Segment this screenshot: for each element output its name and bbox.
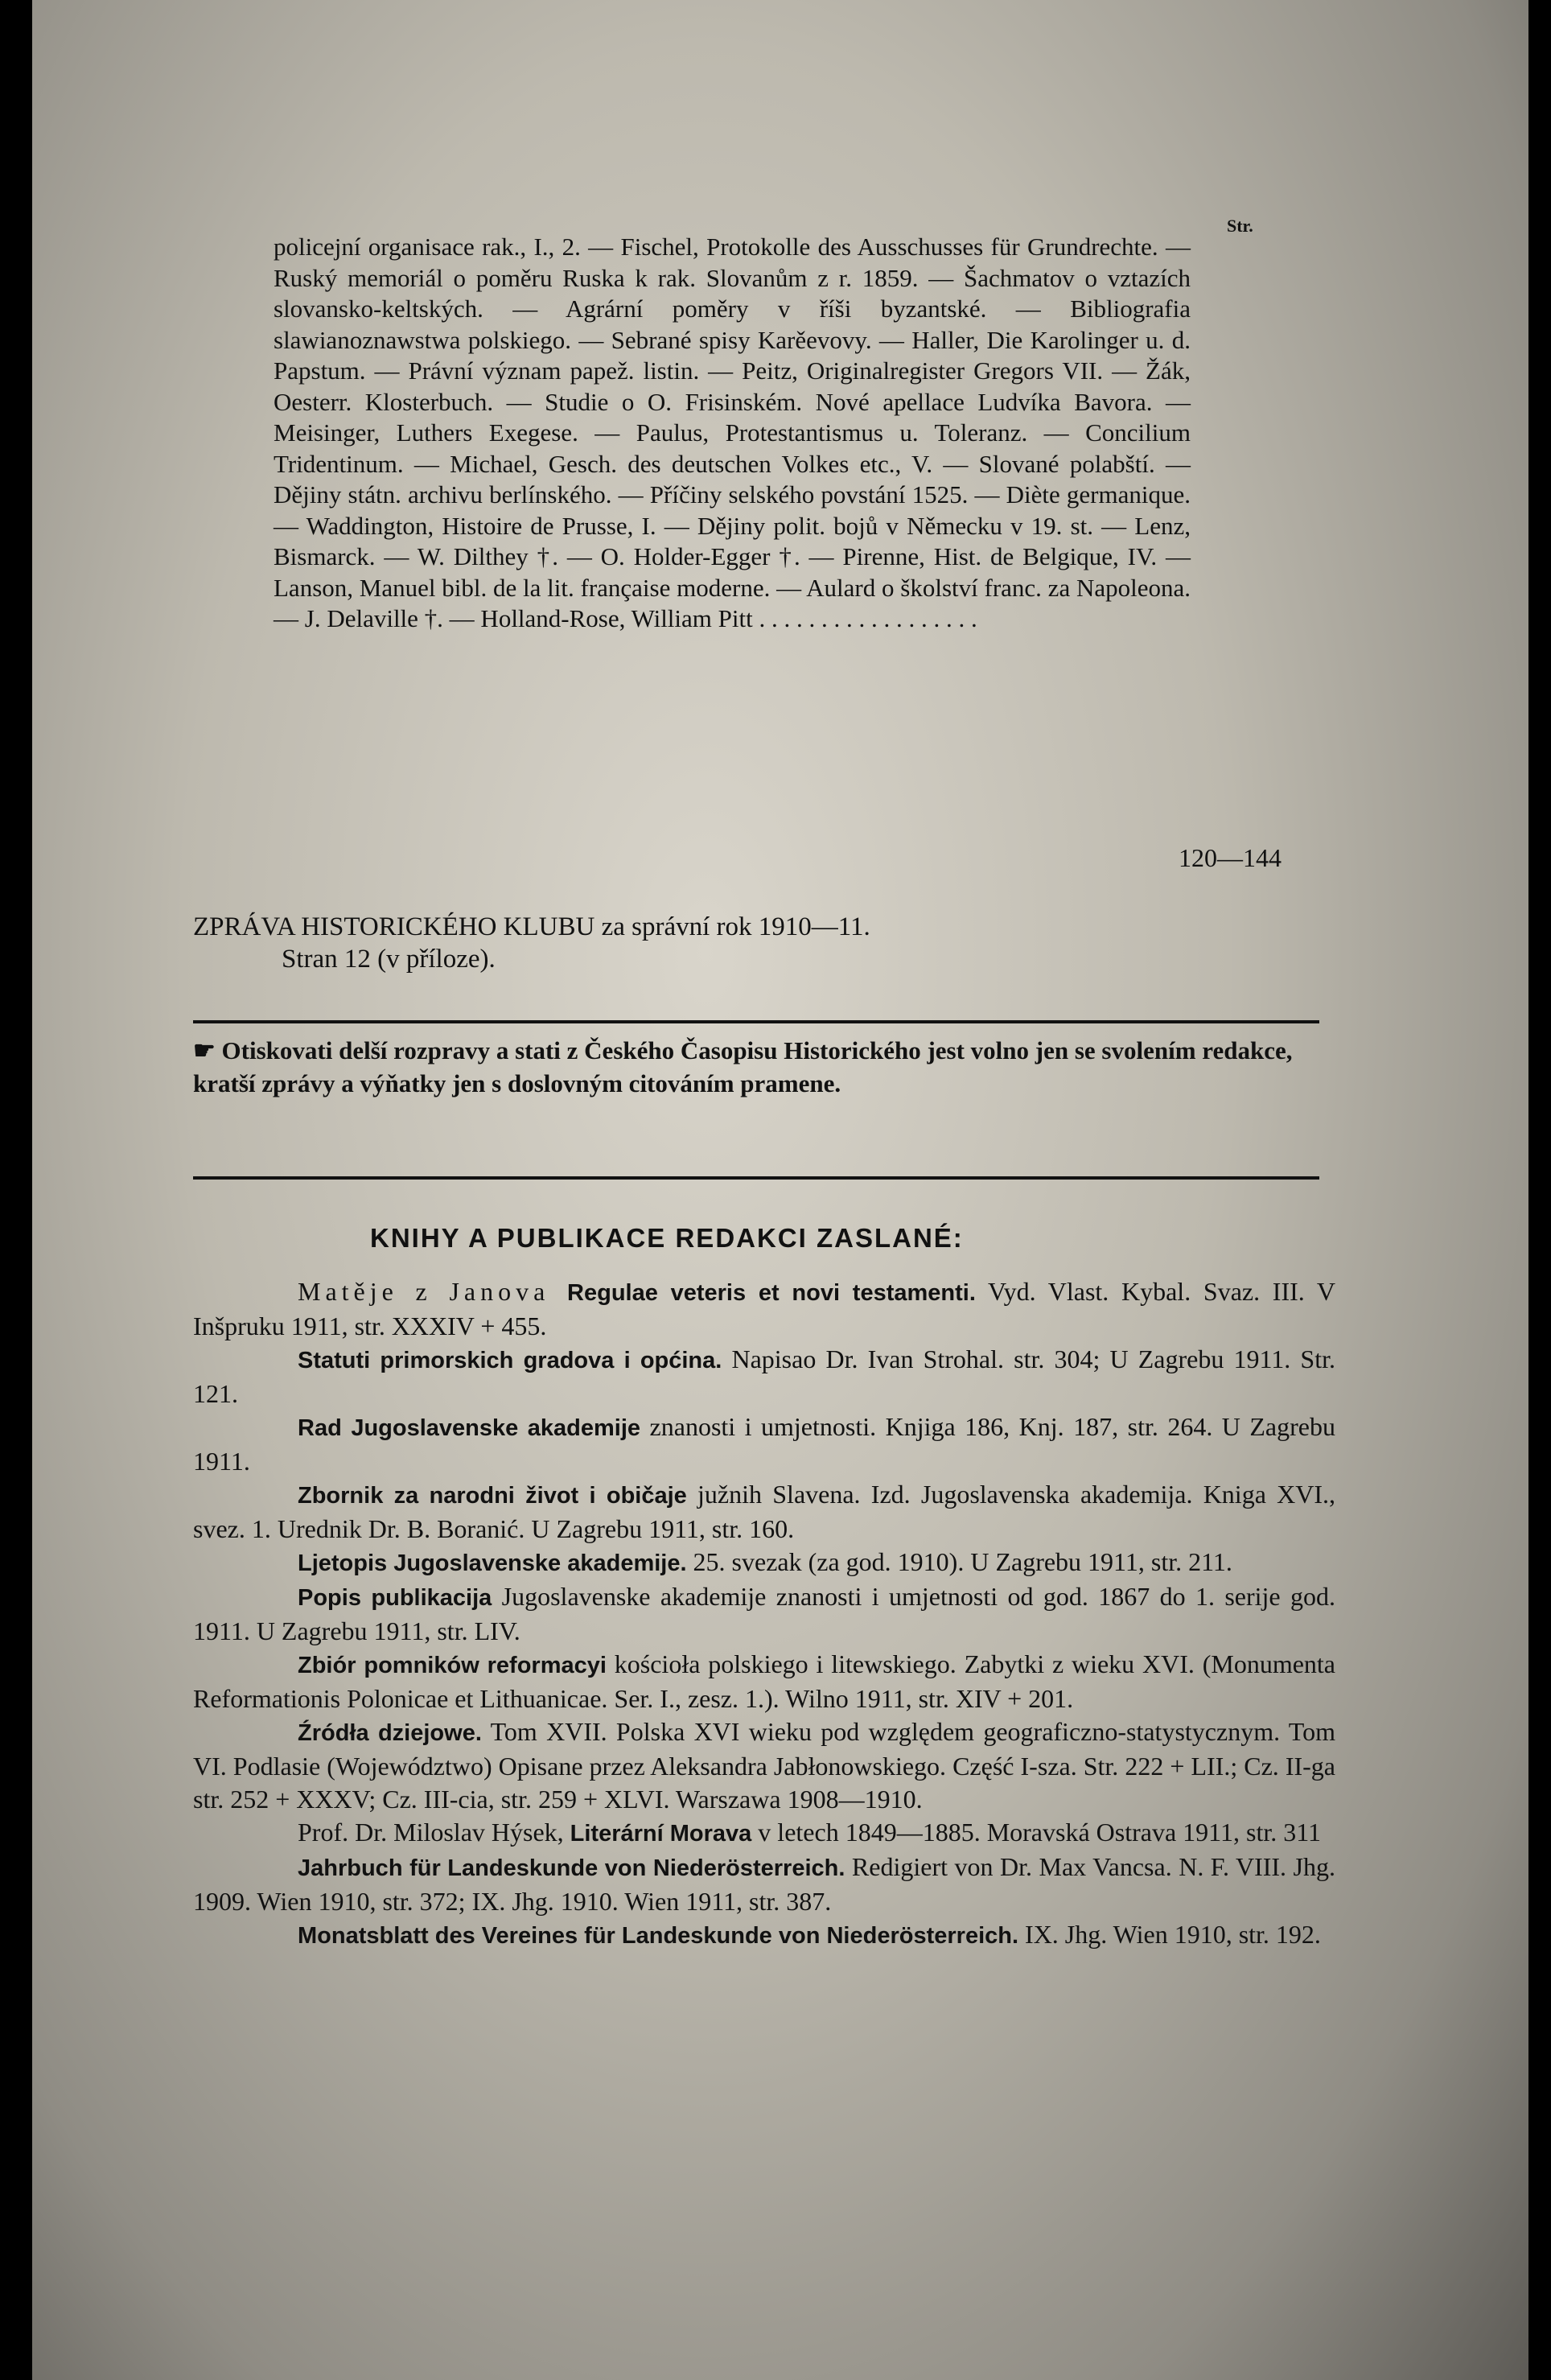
- book-title: Zbiór pomników reformacyi: [298, 1653, 607, 1678]
- rule-bottom: [193, 1176, 1319, 1180]
- book-entry: [193, 1478, 1335, 1546]
- book-entry: [193, 1410, 1335, 1478]
- book-details: IX. Jhg. Wien 1910, str. 192.: [1018, 1920, 1321, 1949]
- book-details: znanosti i umjetnosti. Knjiga 186, Knj. 187, str. 264. U Zagrebu 1911.: [193, 1412, 1335, 1476]
- books-heading: KNIHY A PUBLIKACE REDAKCI ZASLANÉ:: [370, 1223, 964, 1253]
- contents-text: policejní organisace rak., I., 2. — Fischel, Protokolle des Ausschusses für Grundrechte. — Ruský memoriál o poměru Ruska k rak. Slovanům z r. 1859. — Šachmatov o vztazích slovansko-keltských. — Agrární poměry v říši byzantské. — Bibliografia slawianoznawstwa polskiego. — Sebrané spisy Karěevovy. — Haller, Die Karolinger u. d. Papstum. — Právní význam papež. listin. — Peitz, Originalregister Gregors VII. — Žák, Oesterr. Klosterbuch. — Studie o O. Frisinském. Nové apellace Ludvíka Bavora. — Meisinger, Luthers Exegese. — Paulus, Protestantismus u. Toleranz. — Concilium Tridentinum. — Michael, Gesch. des deutschen Volkes etc., V. — Slované polabští. — Dějiny státn. archivu berlínského. — Příčiny selského povstání 1525. — Diète germanique. — Waddington, Histoire de Prusse, I. — Dějiny polit. bojů v Německu v 19. st. — Lenz, Bismarck. — W. Dilthey †. — O. Holder-Egger †. — Pirenne, Hist. de Belgique, IV. — Lanson, Manuel bibl. de la lit. française moderne. — Aulard o školství franc. za Napoleona. — J. Delaville †. — Holland-Rose, William Pitt . . . . . . . . . . . . . . . . . .: [274, 233, 1191, 632]
- page-column-label: Str.: [1227, 216, 1253, 236]
- scanned-page: [32, 0, 1528, 2380]
- book-details: kościoła polskiego i litewskiego. Zabytki z wieku XVI. (Monumenta Reformationis Polonicae et Lithuanicae. Ser. I., zesz. 1.). Wilno 1911, str. XIV + 201.: [193, 1649, 1336, 1713]
- book-entry: [193, 1851, 1335, 1918]
- book-details: v letech 1849—1885. Moravská Ostrava 1911, str. 311: [751, 1818, 1322, 1847]
- book-details: Vyd. Vlast. Kybal. Svaz. III. V Inšpruku 1911, str. XXXIV + 455.: [193, 1277, 1336, 1340]
- book-title: Zbornik za narodni život i običaje: [298, 1483, 687, 1509]
- book-title: Źródła dziejowe.: [298, 1720, 482, 1746]
- book-entry: [193, 1580, 1335, 1648]
- book-entry: [193, 1648, 1335, 1715]
- book-details: južnih Slavena. Izd. Jugoslavenska akademija. Kniga XVI., svez. 1. Urednik Dr. B. Boranić. U Zagrebu 1911, str. 160.: [193, 1480, 1335, 1543]
- notice-text: Otiskovati delší rozpravy a stati z Českého Časopisu Historického jest volno jen se svolením redakce, kratší zprávy a výňatky jen s doslovným citováním pramene.: [193, 1036, 1293, 1097]
- pointing-hand-icon: ☛: [193, 1036, 216, 1064]
- report-title: ZPRÁVA HISTORICKÉHO KLUBU za správní rok 1910—11.: [193, 912, 870, 941]
- book-details: Tom XVII. Polska XVI wieku pod względem geograficzno-statystycznym. Tom VI. Podlasie (Województwo) Opisane przez Aleksandra Jabłonowskiego. Część I-sza. Str. 222 + LII.; Cz. II-ga str. 252 + XXXV; Cz. III-cia, str. 259 + XLVI. Warszawa 1908—1910.: [193, 1717, 1336, 1814]
- book-title: Monatsblatt des Vereines für Landeskunde von Niederösterreich.: [298, 1923, 1019, 1949]
- book-title: Popis publikacija: [298, 1585, 492, 1611]
- report-pages: Stran 12 (v příloze).: [282, 945, 496, 974]
- book-details: 25. svezak (za god. 1910). U Zagrebu 1911, str. 211.: [686, 1547, 1232, 1576]
- book-title: Statuti primorskich gradova i općina.: [298, 1348, 722, 1373]
- book-details: Redigiert von Dr. Max Vancsa. N. F. VIII. Jhg. 1909. Wien 1910, str. 372; IX. Jhg. 1910. Wien 1911, str. 387.: [193, 1852, 1335, 1916]
- book-title: Regulae veteris et novi testamenti.: [567, 1280, 976, 1306]
- contents-continuation: [274, 232, 1191, 635]
- book-title: Ljetopis Jugoslavenske akademije.: [298, 1550, 687, 1576]
- book-author: Prof. Dr. Miloslav Hýsek,: [298, 1818, 570, 1847]
- book-entry: [193, 1275, 1335, 1343]
- contents-page-range: 120—144: [1179, 843, 1282, 872]
- book-title: Jahrbuch für Landeskunde von Niederösterreich.: [298, 1855, 845, 1881]
- book-title: Rad Jugoslavenske akademije: [298, 1415, 641, 1441]
- books-list: [193, 1275, 1335, 1953]
- rule-top: [193, 1020, 1319, 1023]
- book-entry: [193, 1918, 1335, 1953]
- book-details: Jugoslavenske akademije znanosti i umjetnosti od god. 1867 do 1. serije god. 1911. U Zagrebu 1911, str. LIV.: [193, 1582, 1336, 1645]
- book-details: Napisao Dr. Ivan Strohal. str. 304; U Zagrebu 1911. Str. 121.: [193, 1344, 1336, 1408]
- book-entry: [193, 1343, 1335, 1410]
- club-report: [193, 911, 1335, 975]
- book-title: Literární Morava: [570, 1821, 752, 1847]
- book-entry: [193, 1715, 1335, 1816]
- reprint-notice: [193, 1034, 1335, 1100]
- book-entry: [193, 1816, 1335, 1851]
- book-entry: [193, 1546, 1335, 1580]
- book-author: Matěje z Janova: [298, 1277, 568, 1306]
